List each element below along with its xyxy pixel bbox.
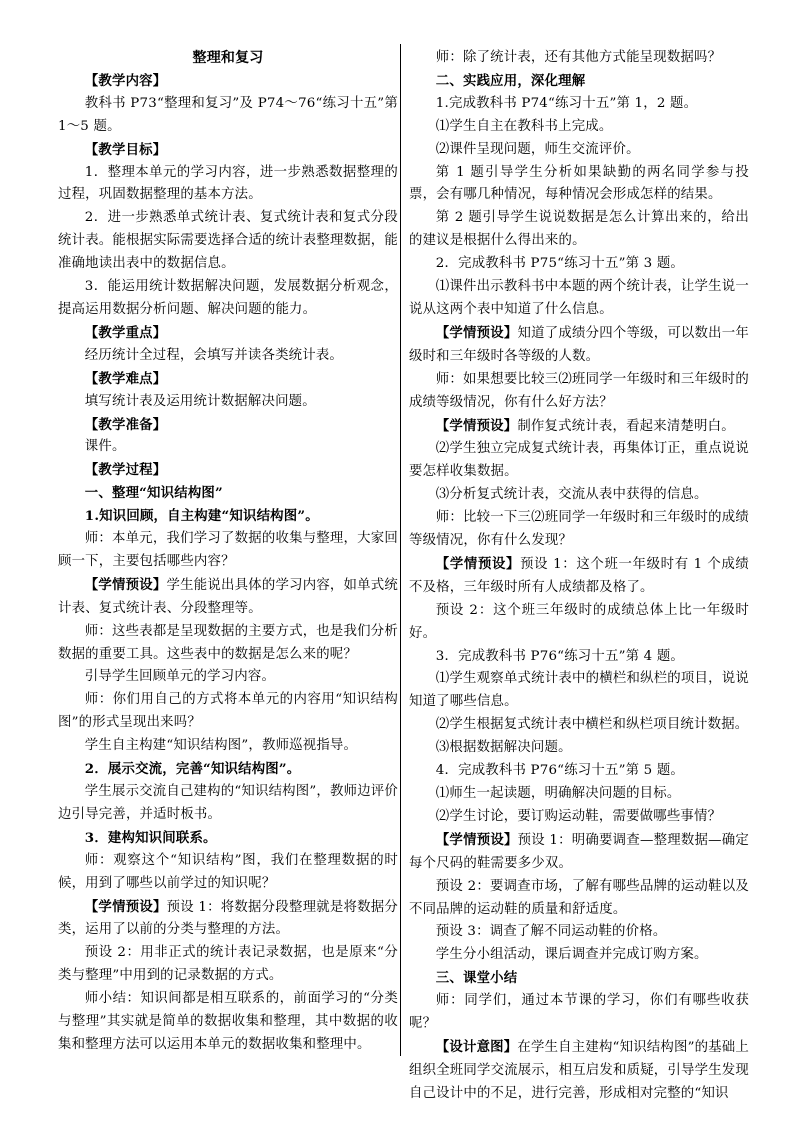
paragraph [409, 829, 749, 876]
paragraph-text: 在学生自主建构“知识结构图”的基础上组织全班同学交流展示，相互启发和质疑，引导学生发现自己设计中的不足，进行完善，形成相对完整的“知识 [409, 1039, 749, 1101]
paragraph: 师：如果想要比较三⑵班同学一年级时和三年级时的成绩等级情况，你有什么好方法？ [409, 371, 749, 410]
paragraph: 1.完成教科书 P74“练习十五”第 1，2 题。 [435, 95, 698, 111]
heading-goals: 【教学目标】 [84, 141, 167, 158]
left-column [58, 47, 398, 1057]
paragraph [409, 1036, 749, 1106]
section-heading: 二、实践应用，深化理解 [435, 72, 586, 89]
paragraph: ⑴学生自主在教科书上完成。 [435, 118, 613, 134]
paragraph: 预设 2：要调查市场，了解有哪些品牌的运动鞋以及不同品牌的运动鞋的质量和舒适度。 [409, 878, 749, 917]
preset-tag: 【学情预设】 [435, 417, 518, 434]
paragraph: 师：比较一下三⑵班同学一年级时和三年级时的成绩等级情况，你有什么发现？ [409, 510, 749, 549]
paragraph: ⑵学生根据复式统计表中横栏和纵栏项目统计数据。 [435, 717, 749, 733]
design-intent-tag: 【设计意图】 [435, 1038, 518, 1055]
paragraph: 第 1 题引导学生分析如果缺勤的两名同学参与投票，会有哪几种情况，每种情况会形成怎样的结果。 [409, 164, 749, 203]
paragraph: 学生展示交流自己建构的“知识结构图”，教师边评价边引导完善，并适时板书。 [58, 784, 398, 822]
paragraph: 3．完成教科书 P76“练习十五”第 4 题。 [435, 648, 685, 664]
paragraph: 学生自主构建“知识结构图”，教师巡视指导。 [84, 738, 358, 754]
paragraph: 师：本单元，我们学习了数据的收集与整理，大家回顾一下，主要包括哪些内容？ [58, 531, 398, 569]
heading-content: 【教学内容】 [84, 72, 167, 89]
paragraph: 师：观察这个“知识结构”图，我们在整理数据的时候，用到了哪些以前学过的知识呢？ [58, 852, 398, 891]
paragraph: 2．进一步熟悉单式统计表、复式统计表和复式分段统计表。能根据实际需要选择合适的统计表整理数据，能准确地读出表中的数据信息。 [58, 210, 398, 272]
subsection-heading: 2．展示交流，完善“知识结构图”。 [84, 761, 301, 778]
paragraph: 预设 3：调查了解不同运动鞋的价格。 [435, 924, 667, 940]
paragraph: 3．能运用统计数据解决问题，发展数据分析观念，提高运用数据分析问题、解决问题的能力。 [58, 279, 398, 317]
paragraph [409, 415, 749, 439]
paragraph: 预设 2：用非正式的统计表记录数据，也是原来“分类与整理”中用到的记录数据的方式。 [58, 945, 398, 984]
paragraph: 师：除了统计表，还有其他方式能呈现数据吗？ [435, 50, 722, 65]
preset-tag: 【学情预设】 [84, 576, 167, 593]
preset-tag: 【学情预设】 [435, 831, 518, 848]
paragraph: 2．完成教科书 P75“练习十五”第 3 题。 [435, 256, 685, 272]
heading-preparation: 【教学准备】 [84, 416, 167, 433]
paragraph: 课件。 [84, 439, 126, 455]
heading-key-points: 【教学重点】 [84, 324, 167, 341]
paragraph-text: 预设 1：这个班一年级时有 1 个成绩不及格，三年级时所有人成绩都及格了。 [409, 556, 750, 595]
paragraph: 教科书 P73“整理和复习”及 P74～76“练习十五”第 1～5 题。 [58, 95, 398, 134]
paragraph: 1．整理本单元的学习内容，进一步熟悉数据整理的过程，巩固数据整理的基本方法。 [58, 164, 398, 203]
paragraph: 4．完成教科书 P76“练习十五”第 5 题。 [435, 763, 685, 779]
heading-difficulties: 【教学难点】 [84, 370, 167, 387]
paragraph: 师：你们用自己的方式将本单元的内容用“知识结构图”的形式呈现出来吗？ [58, 692, 398, 731]
paragraph-text: 制作复式统计表，看起来清楚明白。 [517, 418, 735, 434]
paragraph-text: 知道了成绩分四个等级，可以数出一年级时和三年级时各等级的人数。 [409, 325, 749, 364]
preset-tag: 【学情预设】 [435, 555, 521, 572]
section-heading: 三、课堂小结 [435, 970, 518, 987]
paragraph: ⑵学生讨论，要订购运动鞋，需要做哪些事情？ [435, 808, 722, 824]
section-heading: 一、整理“知识结构图” [84, 485, 223, 502]
paragraph [409, 553, 749, 600]
paragraph: ⑴师生一起读题，明确解决问题的目标。 [435, 786, 681, 801]
paragraph: 第 2 题引导学生说说数据是怎么计算出来的，给出的建议是根据什么得出来的。 [409, 210, 749, 249]
paragraph-text: 学生能说出具体的学习内容，如单式统计表、复式统计表、分段整理等。 [58, 577, 398, 616]
paragraph: ⑵学生独立完成复式统计表，再集体订正，重点说说要怎样收集数据。 [409, 441, 749, 480]
paragraph: 师小结：知识间都是相互联系的，前面学习的“分类与整理”其实就是简单的数据收集和整理，其中数据的收集和整理方法可以运用本单元的数据收集和整理中。 [58, 991, 398, 1052]
preset-tag: 【学情预设】 [435, 324, 518, 341]
paragraph: 经历统计全过程，会填写并读各类统计表。 [84, 347, 344, 363]
paragraph: ⑵课件呈现问题，师生交流评价。 [435, 141, 640, 157]
paragraph: 师：同学们，通过本节课的学习，你们有哪些收获呢？ [409, 993, 749, 1032]
column-divider [400, 44, 401, 1056]
paragraph-text: 预设 1：明确要调查—整理数据—确定每个尺码的鞋需要多少双。 [409, 832, 749, 871]
subsection-heading: 1.知识回顾，自主构建“知识结构图”。 [84, 508, 319, 525]
paragraph: 学生分小组活动，课后调查并完成订购方案。 [435, 947, 708, 963]
paragraph [58, 574, 398, 621]
subsection-heading: 3．建构知识间联系。 [84, 829, 217, 846]
paragraph [58, 896, 398, 943]
paragraph: ⑶根据数据解决问题。 [435, 740, 572, 756]
right-column [409, 47, 749, 1106]
paragraph: ⑴学生观察单式统计表中的横栏和纵栏的项目，说说知道了哪些信息。 [409, 671, 749, 710]
paragraph: 引导学生回顾单元的学习内容。 [84, 669, 276, 685]
paragraph: ⑴课件出示教科书中本题的两个统计表，让学生说一说从这两个表中知道了什么信息。 [409, 279, 749, 317]
paragraph: 填写统计表及运用统计数据解决问题。 [84, 393, 316, 409]
paragraph [409, 322, 749, 369]
paragraph-text: 预设 1：将数据分段整理就是将数据分类，运用了以前的分类与整理的方法。 [58, 899, 398, 938]
paragraph: ⑶分析复式统计表，交流从表中获得的信息。 [435, 487, 708, 503]
page-title: 整理和复习 [192, 50, 264, 66]
preset-tag: 【学情预设】 [84, 898, 167, 915]
heading-process: 【教学过程】 [84, 462, 167, 479]
paragraph: 预设 2：这个班三年级时的成绩总体上比一年级时好。 [409, 602, 749, 641]
paragraph: 师：这些表都是呈现数据的主要方式，也是我们分析数据的重要工具。这些表中的数据是怎么来的呢？ [58, 623, 398, 662]
